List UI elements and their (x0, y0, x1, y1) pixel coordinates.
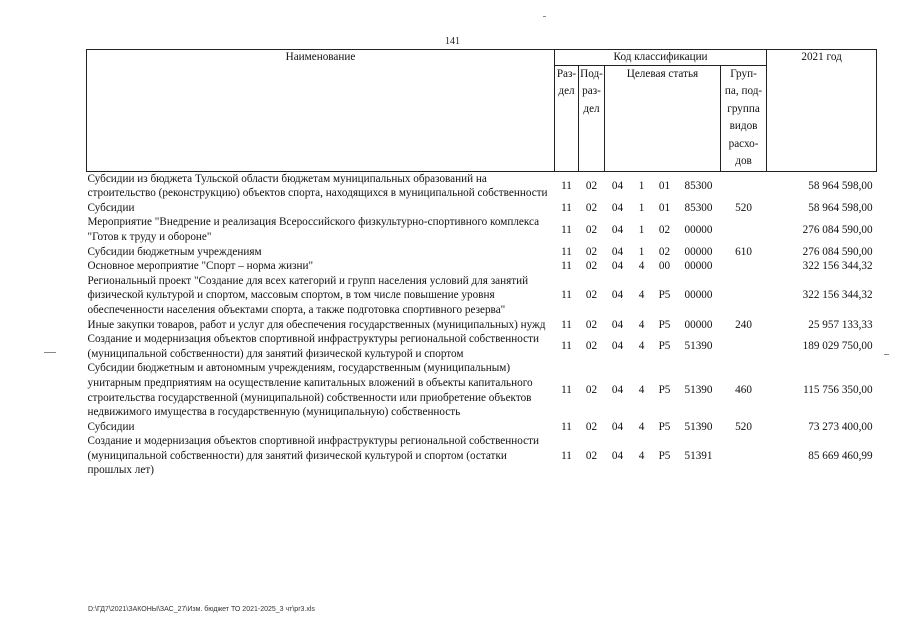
row-target-code-3: P5 (658, 340, 671, 353)
row-section-code: 11 (561, 201, 572, 214)
row-target-code-1: 04 (611, 201, 624, 214)
row-target-code-4: 00000 (684, 223, 713, 236)
header-year: 2021 год (767, 50, 877, 172)
row-section-code: 11 (561, 420, 572, 433)
row-amount: 25 957 133,33 (808, 318, 873, 331)
row-section-code: 11 (561, 260, 572, 273)
row-amount: 85 669 460,99 (808, 449, 873, 462)
row-subsection-code: 02 (585, 420, 598, 433)
row-target-code-1: 04 (611, 449, 624, 462)
row-target-code-2: 4 (638, 340, 645, 353)
row-target-code-1: 04 (611, 289, 624, 302)
row-target-code-3: 00 (658, 260, 671, 273)
row-target-code-3: P5 (658, 384, 671, 397)
row-subsection-code: 02 (585, 179, 598, 192)
row-subsection-code: 02 (585, 201, 598, 214)
row-amount: 58 964 598,00 (808, 179, 873, 192)
row-target-code-2: 1 (638, 179, 645, 192)
header-section-label: Раз- дел (556, 67, 577, 98)
row-target-code-1: 04 (611, 260, 624, 273)
table-row (87, 245, 877, 260)
row-subsection-code: 02 (585, 260, 598, 273)
row-target-code-1: 04 (611, 223, 624, 236)
row-target-code-3: P5 (658, 420, 671, 433)
table-row (87, 420, 877, 435)
table-row (87, 318, 877, 333)
row-target-code-4: 51390 (684, 340, 713, 353)
table-row (87, 215, 877, 244)
scan-artifact-mark (543, 16, 546, 17)
row-target-code-4: 51391 (684, 449, 713, 462)
row-amount: 73 273 400,00 (808, 420, 873, 433)
row-expense-group-code: 240 (735, 318, 752, 331)
row-name: Мероприятие "Внедрение и реализация Всероссийского физкультурно-спортивного комплекса "Готов к труду и обороне" (87, 216, 540, 243)
header-classification: Код классификации (555, 50, 767, 66)
row-section-code: 11 (561, 245, 572, 258)
row-target-code-1: 04 (611, 384, 624, 397)
row-target-code-3: 02 (658, 245, 671, 258)
row-target-code-1: 04 (611, 245, 624, 258)
row-name: Создание и модернизация объектов спортивной инфраструктуры региональной собственности (муниципальной собственности) для занятий физической культурой и спортом (остатки прошлых лет) (87, 435, 539, 477)
row-target-code-2: 1 (638, 223, 645, 236)
row-name: Иные закупки товаров, работ и услуг для обеспечения государственных (муниципальных) нужд (87, 318, 546, 331)
row-target-code-1: 04 (611, 420, 624, 433)
row-target-code-2: 4 (638, 318, 645, 331)
budget-table (86, 49, 877, 478)
row-name: Создание и модернизация объектов спортивной инфраструктуры региональной собственности (муниципальной собственности) для занятий физической культурой и спортом (87, 333, 539, 360)
row-amount: 322 156 344,32 (802, 289, 873, 302)
row-section-code: 11 (561, 340, 572, 353)
row-expense-group-code (721, 274, 767, 318)
row-amount: 276 084 590,00 (802, 223, 873, 236)
row-expense-group-code (721, 171, 767, 201)
row-expense-group-code (721, 434, 767, 478)
table-row (87, 274, 877, 318)
table-row (87, 259, 877, 274)
table-row (87, 332, 877, 361)
header-subsection-label: Под- раз- дел (580, 67, 603, 115)
row-target-code-2: 4 (638, 420, 645, 433)
row-name: Субсидии бюджетным и автономным учреждениям, государственным (муниципальным) унитарным предприятиям на осуществление капитальных вложений в объекты капитального строительства государственной (муниципальной) собственности или приобретение объектов недвижимого имущества в государственную (муниципальную) собственность (87, 362, 533, 419)
row-target-code-4: 51390 (684, 384, 713, 397)
row-target-code-3: P5 (658, 289, 671, 302)
row-name: Субсидии из бюджета Тульской области бюджетам муниципальных образований на строительство (реконструкцию) объектов спорта, находящихся в муниципальной собственности (87, 172, 548, 200)
row-section-code: 11 (561, 179, 572, 192)
row-name: Региональный проект "Создание для всех категорий и групп населения условий для занятий физической культурой и спортом, массовым спортом, в том числе повышение уровня обеспеченности населения объектами спорта, а также подготовка спортивного резерва" (87, 274, 529, 316)
row-expense-group-code: 520 (735, 201, 752, 214)
table-row (87, 361, 877, 419)
scan-artifact-mark (884, 354, 889, 355)
row-target-code-4: 00000 (684, 289, 713, 302)
row-subsection-code: 02 (585, 340, 598, 353)
row-target-code-3: 02 (658, 223, 671, 236)
row-subsection-code: 02 (585, 318, 598, 331)
row-target-code-3: P5 (658, 318, 671, 331)
row-expense-group-code (721, 215, 767, 244)
row-target-code-4: 51390 (684, 420, 713, 433)
table-body (87, 171, 877, 478)
row-amount: 189 029 750,00 (802, 340, 873, 353)
row-target-code-1: 04 (611, 318, 624, 331)
row-amount: 276 084 590,00 (802, 245, 873, 258)
header-expense-group-label: Груп- па, под- группа видов расхо- дов (724, 67, 763, 168)
row-target-code-3: P5 (658, 449, 671, 462)
row-target-code-2: 1 (638, 245, 645, 258)
row-subsection-code: 02 (585, 384, 598, 397)
footer-file-path: D:\ГД7\2021\ЗАКОНЫ\ЗАС_27\Изм. бюджет ТО 2021-2025_3 чт\pr3.xls (88, 606, 315, 613)
row-expense-group-code (721, 332, 767, 361)
row-amount: 322 156 344,32 (802, 260, 873, 273)
row-target-code-4: 85300 (684, 201, 713, 214)
row-expense-group-code: 610 (735, 245, 752, 258)
row-name: Субсидии (87, 201, 135, 214)
header-target-article: Целевая статья (605, 65, 721, 171)
row-section-code: 11 (561, 318, 572, 331)
row-section-code: 11 (561, 384, 572, 397)
row-expense-group-code: 460 (735, 384, 752, 397)
page-number: 141 (445, 36, 460, 47)
row-target-code-4: 85300 (684, 179, 713, 192)
row-amount: 115 756 350,00 (803, 384, 873, 397)
row-amount: 58 964 598,00 (808, 201, 873, 214)
row-target-code-2: 4 (638, 449, 645, 462)
row-subsection-code: 02 (585, 245, 598, 258)
table-row (87, 201, 877, 216)
header-section (555, 65, 579, 171)
header-expense-group (721, 65, 767, 171)
row-name: Субсидии (87, 420, 135, 433)
table-row (87, 434, 877, 478)
row-target-code-4: 00000 (684, 260, 713, 273)
row-target-code-3: 01 (658, 201, 671, 214)
row-target-code-3: 01 (658, 179, 671, 192)
row-section-code: 11 (561, 223, 572, 236)
header-name: Наименование (87, 50, 555, 172)
row-target-code-2: 1 (638, 201, 645, 214)
row-target-code-2: 4 (638, 289, 645, 302)
scan-artifact-mark (44, 352, 56, 353)
row-target-code-2: 4 (638, 384, 645, 397)
row-target-code-1: 04 (611, 179, 624, 192)
table-row (87, 171, 877, 201)
row-target-code-2: 4 (638, 260, 645, 273)
row-expense-group-code (721, 259, 767, 274)
row-subsection-code: 02 (585, 449, 598, 462)
row-section-code: 11 (561, 449, 572, 462)
row-name: Субсидии бюджетным учреждениям (87, 245, 262, 258)
header-subsection (579, 65, 605, 171)
row-target-code-4: 00000 (684, 245, 713, 258)
row-target-code-4: 00000 (684, 318, 713, 331)
table-header (87, 50, 877, 172)
row-expense-group-code: 520 (735, 420, 752, 433)
row-subsection-code: 02 (585, 223, 598, 236)
row-target-code-1: 04 (611, 340, 624, 353)
row-section-code: 11 (561, 289, 572, 302)
row-name: Основное мероприятие "Спорт – норма жизни" (87, 260, 314, 273)
row-subsection-code: 02 (585, 289, 598, 302)
